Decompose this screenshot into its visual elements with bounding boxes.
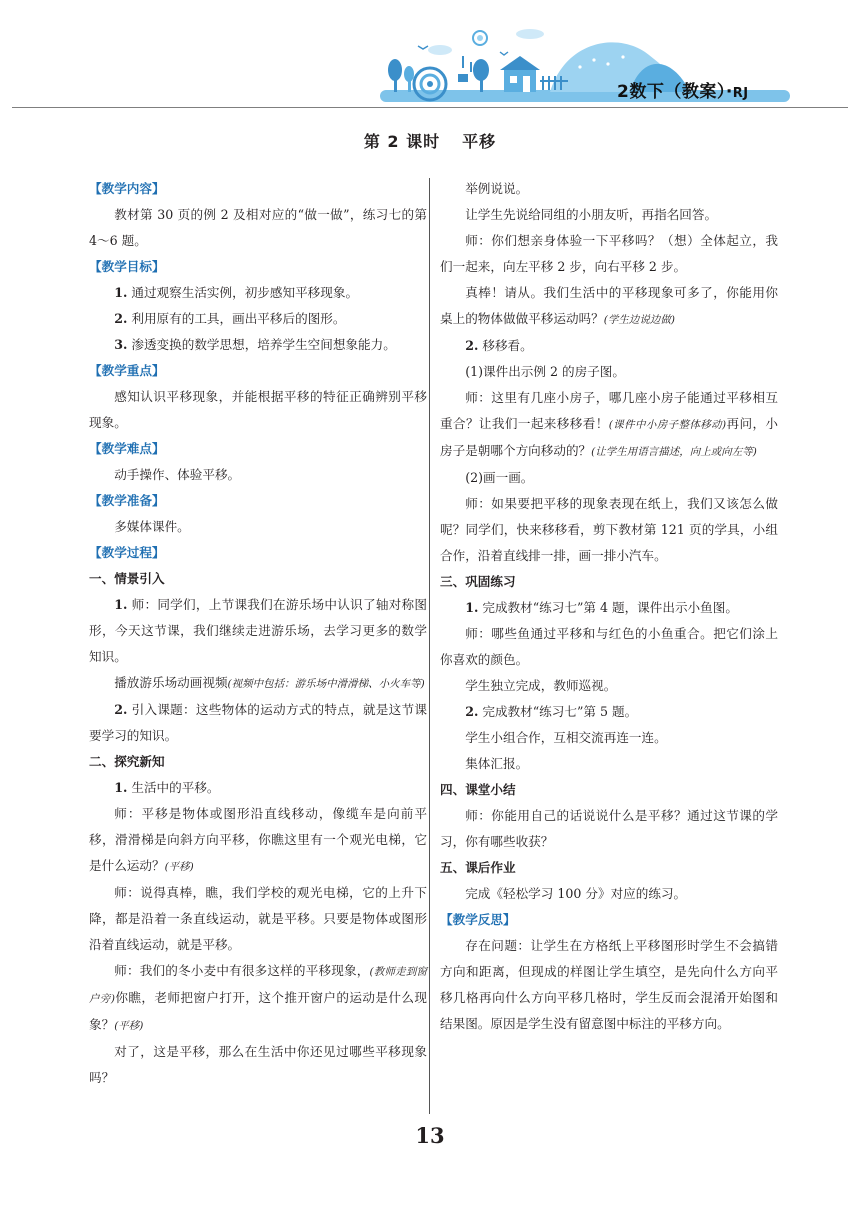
goal-item: 1. 通过观察生活实例，初步感知平移现象。 [114,285,359,300]
paragraph: 师：平移是物体或图形沿直线移动，像缆车是向前平移，滑滑梯是向斜方向平移，你瞧这里有一个观光电梯，它是什么运动？(平移) [89,806,427,873]
section-tag-reflection: 【教学反思】 [440,912,516,927]
paragraph: 1. 生活中的平移。 [114,780,220,795]
paragraph: 1. 完成教材“练习七”第 4 题，课件出示小鱼图。 [465,600,738,615]
left-column [89,176,427,1091]
paragraph: 师：如果要把平移的现象表现在纸上，我们又该怎么做呢？同学们，快来移移看，剪下教材第 121 页的学具，小组合作，沿着直线排一排，画一排小汽车。 [440,496,778,563]
lesson-title [0,129,860,152]
paragraph: 对了，这是平移，那么在生活中你还见过哪些平移现象吗？ [89,1044,427,1085]
section-tag-goals: 【教学目标】 [89,259,165,274]
paragraph: 师：说得真棒，瞧，我们学校的观光电梯，它的上升下降，都是沿着一条直线运动，就是平移。只要是物体或图形沿着直线运动，就是平移。 [89,885,427,952]
paragraph: 学生独立完成，教师巡视。 [465,678,617,693]
lesson-number: 第 2 课时 [363,132,441,151]
lesson-topic: 平移 [462,132,497,151]
note: (课件中小房子整体移动) [608,419,727,431]
section-tag-prep: 【教学准备】 [89,493,165,508]
book-edition: RJ [732,86,749,101]
paragraph: 师：你能用自己的话说说什么是平移？通过这节课的学习，你有哪些收获？ [440,808,778,849]
paragraph: 师：我们的冬小麦中有很多这样的平移现象，(教师走到窗户旁)你瞧，老师把窗户打开，这个推开窗户的运动是什么现象？(平移) [89,963,427,1032]
note: (平移) [114,1020,144,1032]
paragraph: 1. 师：同学们，上节课我们在游乐场中认识了轴对称图形，今天这节课，我们继续走进游乐场，去学习更多的数学知识。 [89,597,427,664]
note: (平移) [164,861,194,873]
paragraph: 师：哪些鱼通过平移和与红色的小鱼重合。把它们涂上你喜欢的颜色。 [440,626,778,667]
section-heading-explore: 二、探究新知 [89,754,165,769]
paragraph: 举例说说。 [465,181,529,196]
key-text: 感知认识平移现象，并能根据平移的特征正确辨别平移现象。 [89,389,427,430]
paragraph: 2. 移移看。 [465,338,533,353]
note: (学生边说边做) [603,314,675,326]
note: (让学生用语言描述，向上或向左等) [591,446,757,458]
paragraph: 真棒！请从。我们生活中的平移现象可多了，你能用你桌上的物体做做平移运动吗？(学生边说边做) [440,285,778,326]
section-tag-content: 【教学内容】 [89,181,165,196]
paragraph: 播放游乐场动画视频(视频中包括：游乐场中滑滑梯、小火车等) [114,675,425,690]
paragraph: 让学生先说给同组的小朋友听，再指名回答。 [465,207,718,222]
paragraph: 完成《轻松学习 100 分》对应的练习。 [465,886,687,901]
section-tag-process: 【教学过程】 [89,545,165,560]
book-title-main: 2数下（教案）· [617,82,733,102]
section-heading-summary: 四、课堂小结 [440,782,516,797]
header-divider [12,107,848,108]
paragraph: 2. 引入课题：这些物体的运动方式的特点，就是这节课要学习的知识。 [89,702,427,743]
page-header [0,0,860,110]
paragraph: 2. 完成教材“练习七”第 5 题。 [465,704,638,719]
note: (教师走到窗户旁) [89,966,427,1005]
right-column [440,176,778,1037]
page-number: 13 [415,1123,445,1148]
banner-illustration [380,12,850,104]
section-heading-intro: 一、情景引入 [89,571,165,586]
paragraph: 学生小组合作，互相交流再连一连。 [465,730,667,745]
section-heading-homework: 五、课后作业 [440,860,516,875]
paragraph: 存在问题：让学生在方格纸上平移图形时学生不会搞错方向和距离，但现成的样图让学生填空，是先向什么方向平移几格再向什么方向平移几格时，学生反而会混淆开始图和结果图。原因是学生没有留意图中标注的平移方向。 [440,938,778,1031]
note: (视频中包括：游乐场中滑滑梯、小火车等) [227,678,425,690]
prep-text: 多媒体课件。 [114,519,190,534]
paragraph: (1)课件出示例 2 的房子图。 [465,364,625,379]
section-tag-key: 【教学重点】 [89,363,165,378]
goal-item: 2. 利用原有的工具，画出平移后的图形。 [114,311,346,326]
difficulty-text: 动手操作、体验平移。 [114,467,241,482]
book-title [617,77,749,102]
goal-item: 3. 渗透变换的数学思想，培养学生空间想象能力。 [114,337,396,352]
paragraph: 师：这里有几座小房子，哪几座小房子能通过平移相互重合？让我们一起来移移看！(课件中小房子整体移动)再问，小房子是朝哪个方向移动的？(让学生用语言描述，向上或向左等) [440,390,779,458]
section-tag-difficulty: 【教学难点】 [89,441,165,456]
content-text: 教材第 30 页的例 2 及相对应的“做一做”，练习七的第 4～6 题。 [89,207,427,248]
column-divider [429,178,430,1114]
section-heading-practice: 三、巩固练习 [440,574,516,589]
paragraph: 师：你们想亲身体验一下平移吗？（想）全体起立，我们一起来，向左平移 2 步，向右平移 2 步。 [440,233,778,274]
paragraph: (2)画一画。 [465,470,534,485]
paragraph: 集体汇报。 [465,756,529,771]
